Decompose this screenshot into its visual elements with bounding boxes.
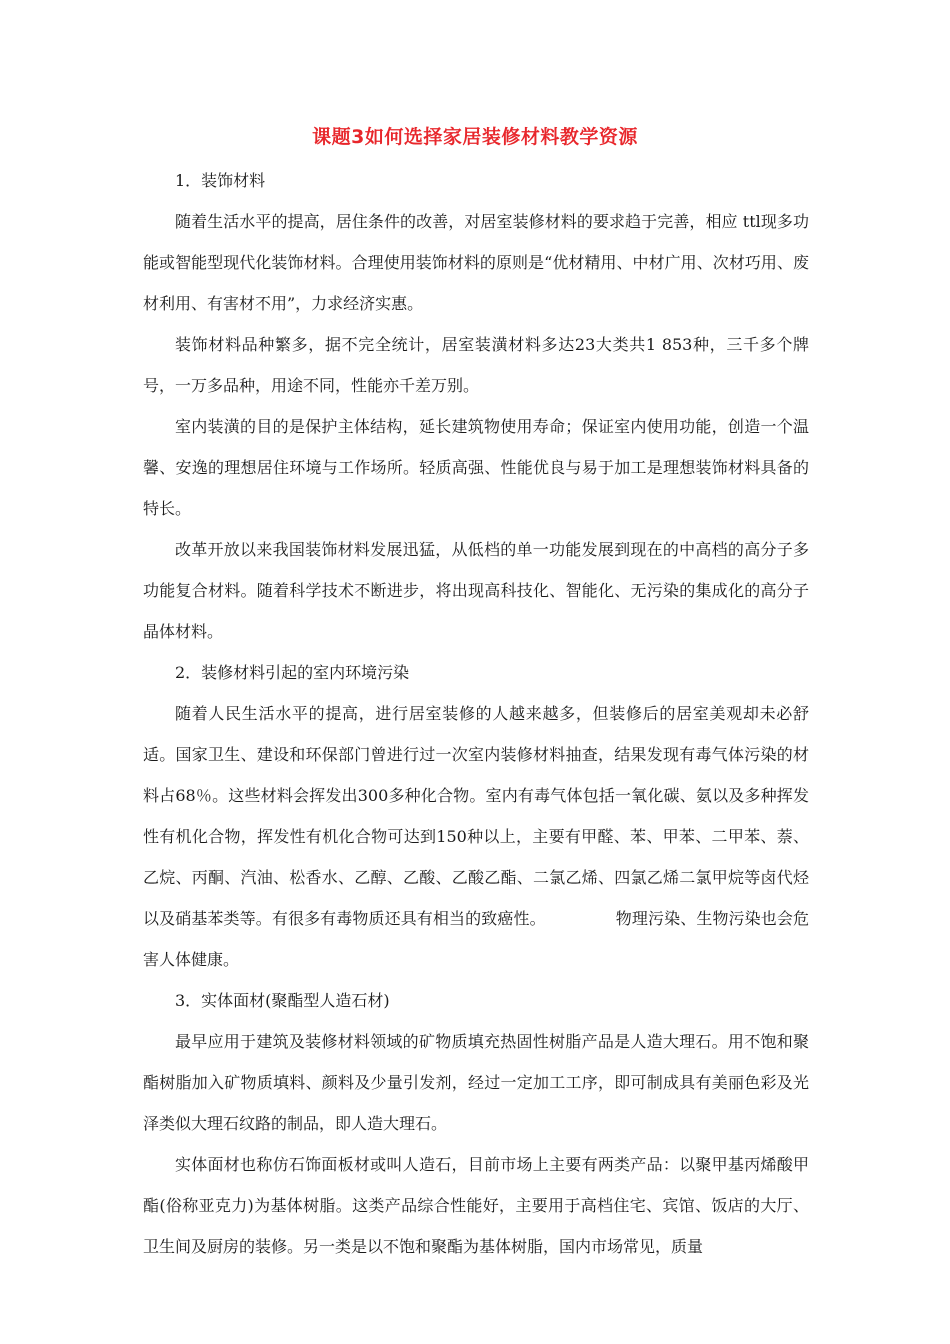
paragraph-text: 随着人民生活水平的提高，进行居室装修的人越来越多，但装修后的居室美观却未必舒适。国家卫生、建设和环保部门曾进行过一次室内装修材料抽查，结果发现有毒气体污染的材料占68％。这些材料会挥发出300多种化合物。室内有毒气体包括一氧化碳、氨以及多种挥发性有机化合物，挥发性有机化合物可达到150种以上，主要有甲醛、苯、甲苯、二甲苯、萘、乙烷、丙酮、汽油、松香水、乙醇、乙酸、乙酸乙酯、二氯乙烯、四氯乙烯二氯甲烷等卤代烃以及硝基苯类等。有很多有毒物质还具有相当的致癌性。 <box>143 704 809 928</box>
paragraph <box>143 693 809 980</box>
document-body <box>143 160 809 1267</box>
section-heading-decoration-materials: 1．装饰材料 <box>175 171 266 190</box>
document-title: 课题3如何选择家居装修材料教学资源 <box>312 126 638 148</box>
paragraph: 随着生活水平的提高，居住条件的改善，对居室装修材料的要求趋于完善，相应 ttl现多功能或智能型现代化装饰材料。合理使用装饰材料的原则是“优材精用、中材广用、次材巧用、废材利用、有害材不用”，力求经济实惠。 <box>143 212 809 313</box>
paragraph: 装饰材料品种繁多，据不完全统计，居室装潢材料多达23大类共1 853种，三千多个牌号，一万多品种，用途不同，性能亦千差万别。 <box>143 335 809 395</box>
paragraph-text: 物理污染、生物污染也会危害人体健康。 <box>143 909 809 969</box>
section-heading-indoor-pollution: 2．装修材料引起的室内环境污染 <box>175 663 410 682</box>
section-heading-solid-surface: 3．实体面材(聚酯型人造石材) <box>175 991 390 1010</box>
paragraph: 室内装潢的目的是保护主体结构，延长建筑物使用寿命；保证室内使用功能，创造一个温馨、安逸的理想居住环境与工作场所。轻质高强、性能优良与易于加工是理想装饰材料具备的特长。 <box>143 417 809 518</box>
paragraph: 最早应用于建筑及装修材料领域的矿物质填充热固性树脂产品是人造大理石。用不饱和聚酯树脂加入矿物质填料、颜料及少量引发剂，经过一定加工工序，即可制成具有美丽色彩及光泽类似大理石纹路的制品，即人造大理石。 <box>143 1032 809 1133</box>
paragraph: 实体面材也称仿石饰面板材或叫人造石，目前市场上主要有两类产品：以聚甲基丙烯酸甲酯(俗称亚克力)为基体树脂。这类产品综合性能好，主要用于高档住宅、宾馆、饭店的大厅、卫生间及厨房的装修。另一类是以不饱和聚酯为基体树脂，国内市场常见，质量 <box>143 1155 809 1256</box>
paragraph: 改革开放以来我国装饰材料发展迅猛，从低档的单一功能发展到现在的中高档的高分子多功能复合材料。随着科学技术不断进步，将出现高科技化、智能化、无污染的集成化的高分子晶体材料。 <box>143 540 809 641</box>
